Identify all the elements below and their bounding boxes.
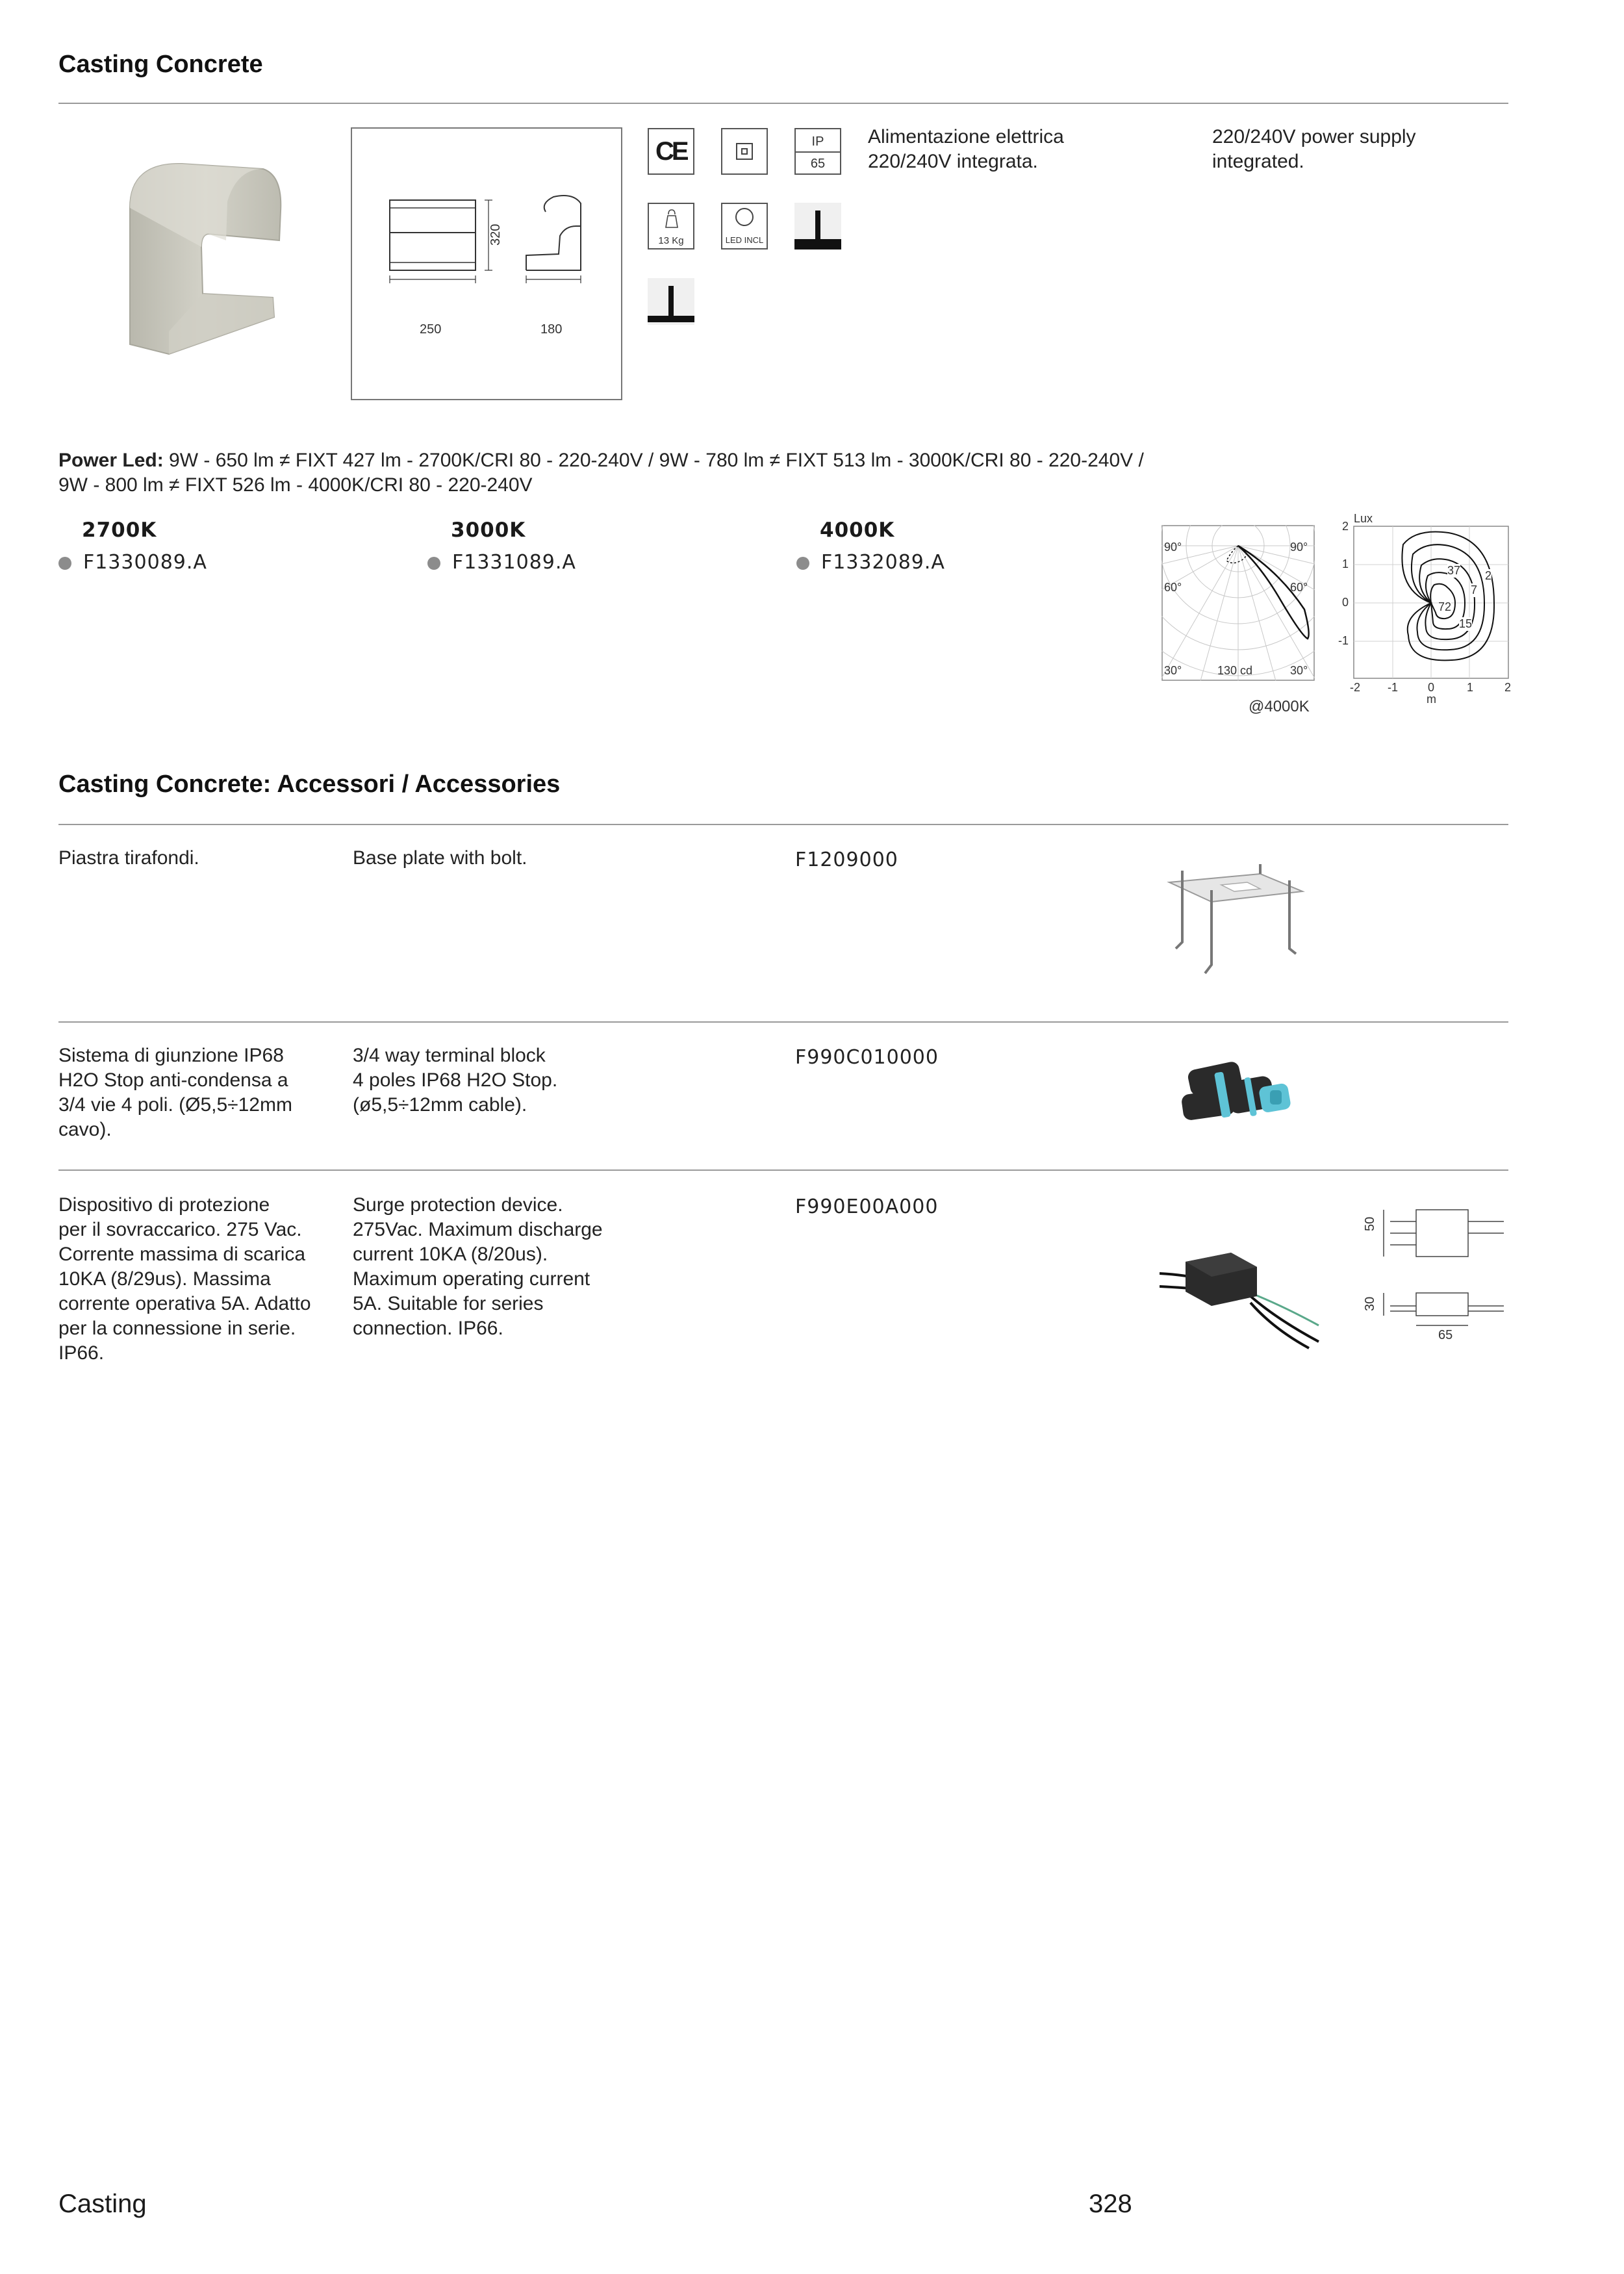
floor-mount-icon	[794, 203, 841, 249]
terminal-block-image	[1163, 1046, 1312, 1143]
accessories-title: Casting Concrete: Accessori / Accessories	[58, 771, 561, 798]
product-image	[110, 149, 292, 364]
dim-width-65: 65	[1438, 1328, 1453, 1342]
ip65-icon: IP 65	[794, 128, 841, 175]
depth-dimension: 180	[540, 322, 563, 337]
surge-device-image	[1160, 1221, 1322, 1351]
power-led-text: 9W - 650 lm ≠ FIXT 427 lm - 2700K/CRI 80 - 220-240V / 9W - 780 lm ≠ FIXT 513 lm - 3000K/CRI 80 - 220-240V /	[163, 450, 1144, 471]
accessory-3-code: F990E00A000	[795, 1195, 939, 1218]
color-dot	[796, 557, 809, 570]
accessory-2-en: 3/4 way terminal block 4 poles IP68 H2O Stop. (ø5,5÷12mm cable).	[353, 1045, 558, 1116]
accessory-divider-1	[58, 1021, 1508, 1023]
variant-code-3000: F1331089.A	[427, 551, 576, 574]
accessory-divider-2	[58, 1169, 1508, 1171]
variant-cct-3000: 3000K	[451, 518, 526, 542]
polar-note: @4000K	[1249, 698, 1310, 715]
footer-section: Casting	[58, 2190, 147, 2218]
variant-code-2700: F1330089.A	[58, 551, 207, 574]
accessories-divider	[58, 824, 1508, 825]
color-dot	[58, 557, 71, 570]
accessory-1-en: Base plate with bolt.	[353, 847, 527, 869]
dim-height-30: 30	[1363, 1296, 1377, 1311]
ground-install-icon	[648, 278, 694, 325]
page-number: 328	[1089, 2190, 1132, 2218]
color-dot	[427, 557, 440, 570]
dim-height-50: 50	[1363, 1216, 1377, 1231]
variant-cct-2700: 2700K	[82, 518, 157, 542]
width-dimension: 250	[420, 322, 442, 337]
class-ii-icon	[721, 128, 768, 175]
technical-drawing	[351, 127, 622, 400]
power-led-text-2: 9W - 800 lm ≠ FIXT 526 lm - 4000K/CRI 80 - 220-240V	[58, 474, 533, 496]
variant-code-4000: F1332089.A	[796, 551, 945, 574]
power-supply-it: Alimentazione elettrica 220/240V integrata.	[868, 126, 1064, 172]
accessory-1-code: F1209000	[795, 849, 898, 871]
power-led-label: Power Led:	[58, 450, 164, 471]
variant-cct-4000: 4000K	[820, 518, 895, 542]
led-included-icon: LED INCL	[721, 203, 768, 249]
accessory-3-it: Dispositivo di protezione per il sovraccarico. 275 Vac. Corrente massima di scarica 10KA (8/29us). Massima corrente operativa 5A. Adatto per la connessione in serie. IP66.	[58, 1194, 311, 1364]
height-dimension: 320	[488, 224, 503, 246]
header-divider	[58, 103, 1508, 104]
page-title: Casting Concrete	[58, 51, 263, 78]
polar-diagram: 90° 90° 60° 60° 30° 30° 130 cd	[1161, 525, 1315, 681]
ce-mark-icon: CE	[648, 128, 694, 175]
base-plate-image	[1163, 851, 1312, 981]
accessory-1-it: Piastra tirafondi.	[58, 847, 199, 869]
accessory-3-en: Surge protection device. 275Vac. Maximum discharge current 10KA (8/20us). Maximum operating current 5A. Suitable for series connection. IP66.	[353, 1194, 603, 1339]
accessory-2-it: Sistema di giunzione IP68 H2O Stop anti-condensa a 3/4 vie 4 poli. (Ø5,5÷12mm cavo).	[58, 1045, 292, 1140]
power-led-spec	[58, 448, 1507, 498]
accessory-2-code: F990C010000	[795, 1046, 939, 1069]
weight-icon: 13 Kg	[648, 203, 694, 249]
isolux-diagram: Lux 2 1 0 -1 -2 -1 0 1 2 m 37 2 7 72 15	[1338, 512, 1512, 706]
power-supply-en: 220/240V power supply integrated.	[1212, 126, 1416, 172]
